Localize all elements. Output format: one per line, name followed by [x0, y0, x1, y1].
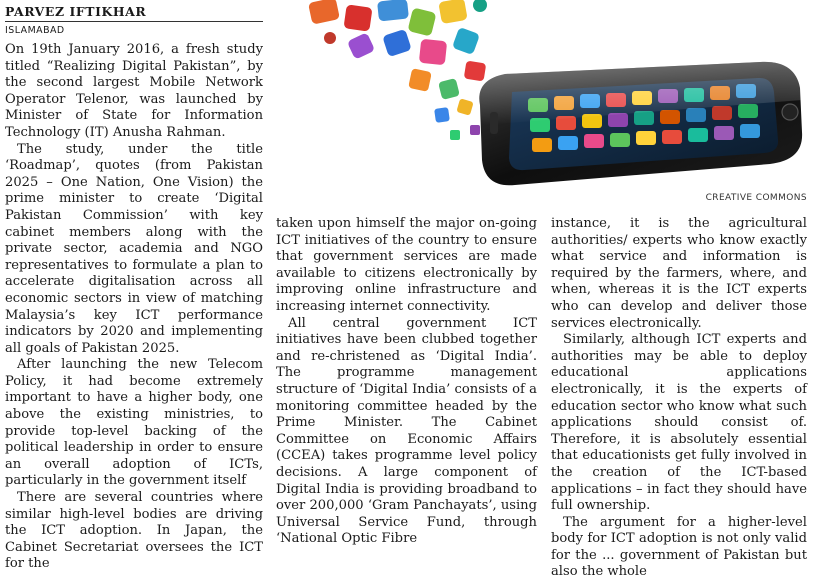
photo-credit: CREATIVE COMMONS — [705, 193, 807, 203]
paragraph: The argument for a higher-level body for ICT adoption is not only valid for the ... government of Pakistan but also the whole — [551, 514, 807, 580]
smartphone-illustration — [290, 0, 825, 208]
article-column-2 — [276, 216, 537, 548]
paragraph: All central government ICT initiatives have been clubbed together and re-christened as ‘Digital India’. The programme management structure of ‘Digital India’ consists of a monitoring committee headed by the Prime Minister. The Cabinet Committee on Economic Affairs (CCEA) takes programme level policy decisions. A large component of Digital India is providing broadband to over 200,000 ‘Gram Panchayats’, using Universal Service Fund, through ‘National Optic Fibre — [276, 315, 537, 547]
paragraph: On 19th January 2016, a fresh study titled “Realizing Digital Pakistan”, by the second largest Mobile Network Operator Telenor, was launched by Minister of State for Information Technology (IT) Anusha Rahman. — [5, 42, 263, 140]
byline-divider — [5, 21, 263, 22]
dateline: ISLAMABAD — [5, 25, 65, 36]
smartphone — [479, 62, 802, 185]
article-column-3 — [551, 216, 807, 581]
author-byline: PARVEZ IFTIKHAR — [5, 4, 147, 19]
paragraph: instance, it is the agricultural authorities/ experts who know exactly what service and information is required by the farmers, where, and when, whereas it is the ICT experts who can develop and deliver those services electronically. — [551, 216, 807, 331]
paragraph: There are several countries where similar high-level bodies are driving the ICT adoption. In Japan, the Cabinet Secretariat oversees the ICT for the — [5, 490, 263, 572]
paragraph: taken upon himself the major on-going ICT initiatives of the country to ensure that government services are made available to citizens electronically by improving online infrastructure and increasing internet connectivity. — [276, 216, 537, 314]
paragraph: The study, under the title ‘Roadmap’, quotes (from Pakistan 2025 – One Nation, One Vision) the prime minister to create ‘Digital Pakistan Commission’ with key cabinet members along with the private sector, academia and NGO representatives to formulate a plan to accelerate digitalisation across all economic sectors in view of matching Malaysia’s key ICT performance indicators by 2020 and implementing all goals of Pakistan 2025. — [5, 141, 263, 356]
app-icons-cloud — [308, 0, 487, 140]
paragraph: Similarly, although ICT experts and authorities may be able to deploy educational applications electronically, it is the experts of education sector who know what such applications should consist of. Therefore, it is absolutely essential that educationists get fully involved in the creation of the ICT-based applications – in fact they should have full ownership. — [551, 332, 807, 514]
article-photo — [290, 0, 825, 208]
article-column-1 — [5, 0, 263, 573]
paragraph: After launching the new Telecom Policy, it had become extremely important to have a higher body, one above the existing ministries, to provide top-level backing of the political leadership in order to ensure an overall adoption of ICTs, particularly in the government itself — [5, 357, 263, 489]
